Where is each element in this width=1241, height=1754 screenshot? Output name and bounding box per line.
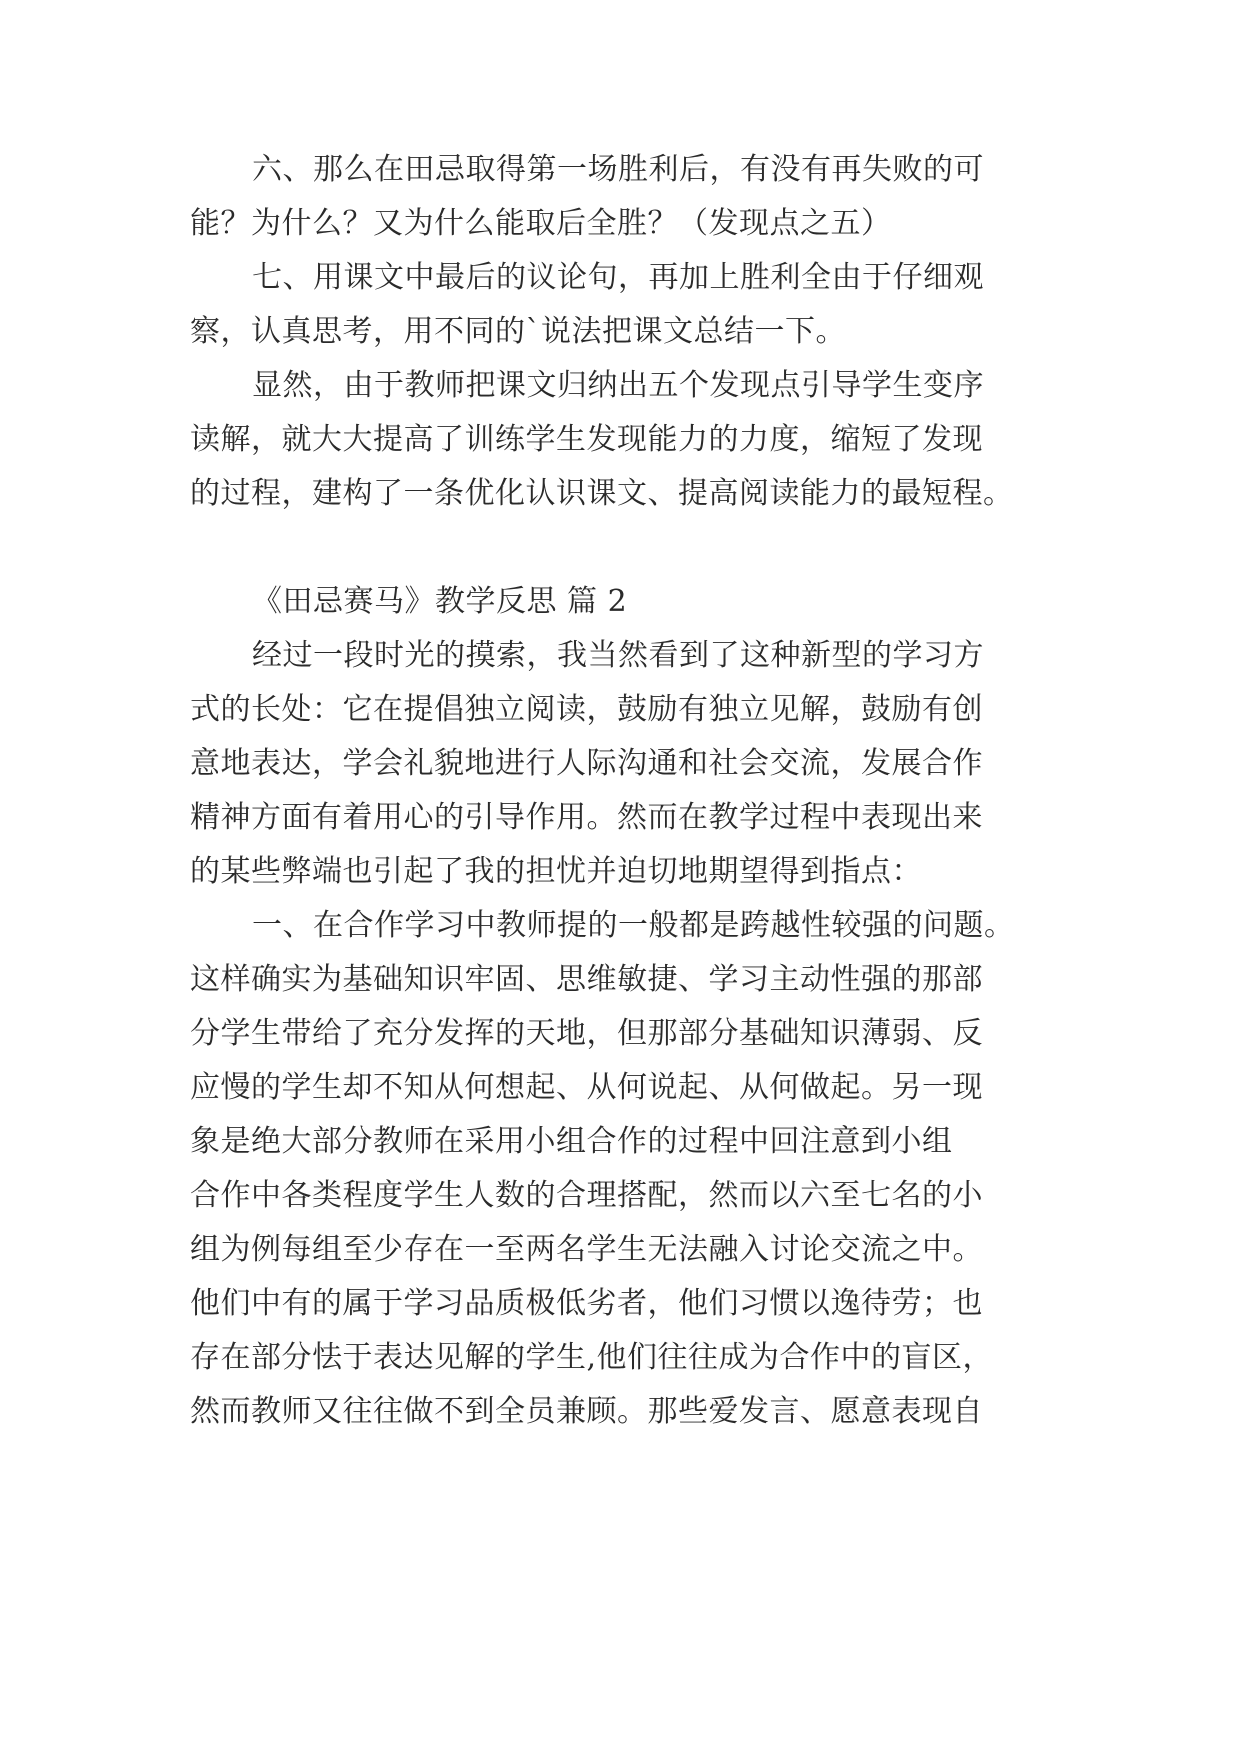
- text-line: 他们中有的属于学习品质极低劣者，他们习惯以逸待劳；也: [190, 1286, 983, 1321]
- text-line: 的某些弊端也引起了我的担忧并迫切地期望得到指点：: [190, 854, 922, 889]
- text-line: 六、那么在田忌取得第一场胜利后，有没有再失败的可: [252, 152, 984, 187]
- text-line: 意地表达，学会礼貌地进行人际沟通和社会交流，发展合作: [190, 746, 983, 781]
- text-line: 七、用课文中最后的议论句，再加上胜利全由于仔细观: [252, 260, 984, 295]
- text-line: 一、在合作学习中教师提的一般都是跨越性较强的问题。: [252, 908, 1015, 943]
- text-line: 式的长处：它在提倡独立阅读，鼓励有独立见解，鼓励有创: [190, 692, 983, 727]
- text-line: 察，认真思考，用不同的`说法把课文总结一下。: [190, 314, 846, 349]
- text-line: 读解，就大大提高了训练学生发现能力的力度，缩短了发现: [190, 422, 983, 457]
- text-line: 象是绝大部分教师在采用小组合作的过程中回注意到小组: [190, 1124, 953, 1159]
- text-line: 精神方面有着用心的引导作用。然而在教学过程中表现出来: [190, 800, 983, 835]
- text-line: 能？为什么？又为什么能取后全胜？（发现点之五）: [190, 206, 892, 241]
- text-line: 存在部分怯于表达见解的学生,他们往往成为合作中的盲区，: [190, 1340, 994, 1375]
- text-line: 的过程，建构了一条优化认识课文、提高阅读能力的最短程。: [190, 476, 1014, 511]
- text-line: 组为例每组至少存在一至两名学生无法融入讨论交流之中。: [190, 1232, 983, 1267]
- text-line: 然而教师又往往做不到全员兼顾。那些爱发言、愿意表现自: [190, 1394, 983, 1429]
- text-line: 经过一段时光的摸索，我当然看到了这种新型的学习方: [252, 638, 984, 673]
- section-heading: 《田忌赛马》教学反思 篇 2: [252, 584, 628, 619]
- text-line: 合作中各类程度学生人数的合理搭配，然而以六至七名的小: [190, 1178, 983, 1213]
- text-line: 显然，由于教师把课文归纳出五个发现点引导学生变序: [252, 368, 984, 403]
- text-line: 应慢的学生却不知从何想起、从何说起、从何做起。另一现: [190, 1070, 983, 1105]
- text-line: 分学生带给了充分发挥的天地，但那部分基础知识薄弱、反: [190, 1016, 983, 1051]
- text-line: 这样确实为基础知识牢固、思维敏捷、学习主动性强的那部: [190, 962, 983, 997]
